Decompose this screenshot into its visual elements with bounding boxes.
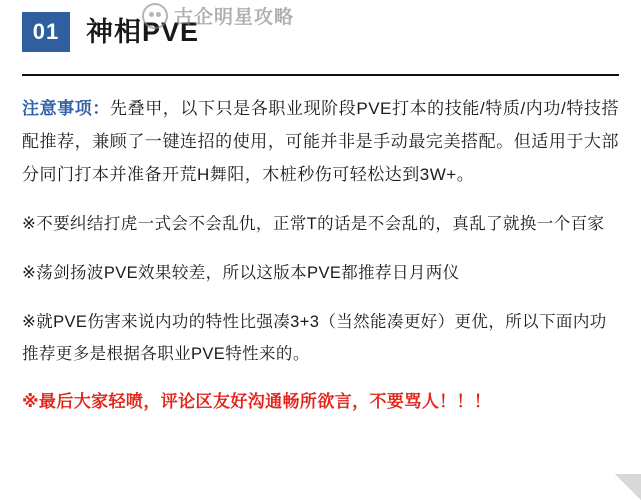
lead-label: 注意事项：: [22, 99, 110, 118]
document-header: [22, 0, 619, 70]
page-corner-fold: [615, 474, 641, 500]
lead-paragraph: [22, 92, 619, 191]
note-item: ※就PVE伤害来说内功的特性比强凑3+3（当然能凑更好）更优，所以下面内功推荐更多是根据各职业PVE特性来的。: [22, 313, 607, 363]
note-item: ※不要纠结打虎一式会不会乱仇，正常T的话是不会乱的，真乱了就换一个百家: [22, 215, 605, 233]
section-number-badge: 01: [22, 12, 70, 52]
document-body: [22, 76, 619, 417]
page-title: 神相PVE: [86, 17, 200, 47]
warning-text: ※最后大家轻喷，评论区友好沟通畅所欲言，不要骂人！！！: [22, 392, 492, 411]
watermark-label: 古企明星攻略: [174, 7, 295, 28]
note-item: ※荡剑扬波PVE效果较差，所以这版本PVE都推荐日月两仪: [22, 264, 460, 282]
lead-text: 先叠甲，以下只是各职业现阶段PVE打本的技能/特质/内功/特技搭配推荐，兼顾了一键连招的使用，可能并非是手动最完美搭配。但适用于大部分同门打本并准备开荒H舞阳，木桩秒伤可轻松达到3W+。: [22, 99, 620, 184]
